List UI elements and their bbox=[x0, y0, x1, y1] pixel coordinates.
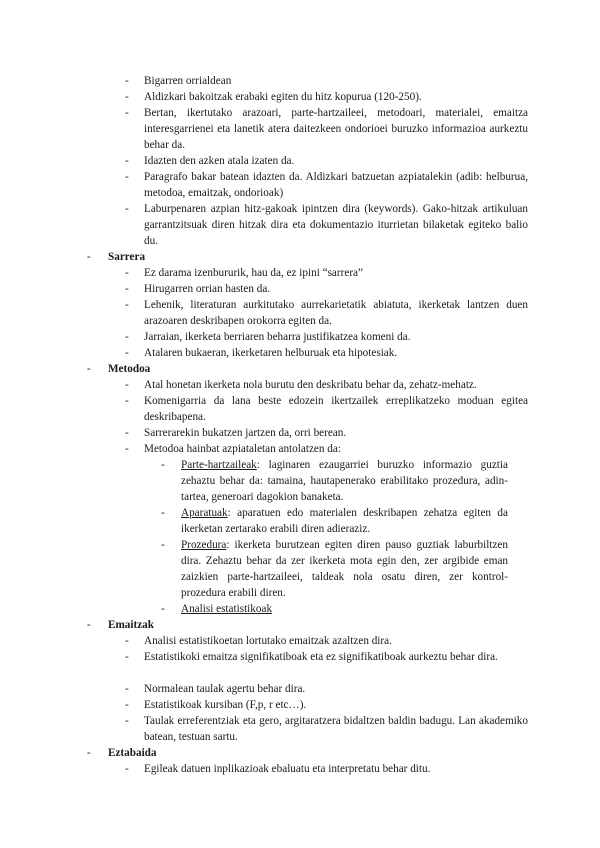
list-item-text: Taulak erreferentziak eta gero, argitaratzera bidaltzen baldin badugu. Lan akademiko batean, testuan sartu. bbox=[144, 715, 528, 743]
bullet-dash: - bbox=[87, 747, 91, 759]
list-item-text: Idazten den azken atala izaten da. bbox=[144, 155, 295, 167]
subsection-description: : aparatuen edo materialen deskribapen zehatza egiten da ikerketan zertarako erabili diren adieraziz. bbox=[181, 507, 508, 535]
bullet-dash: - bbox=[125, 715, 129, 727]
subsection-description: : ikerketa burutzean egiten diren pauso guztiak laburbiltzen dira. Zehaztu behar da zer ikerketa mota egin den, zer argibide eman zaizkien parte-hartzaileei, taldeak nola osatu diren, zer kontrol-prozedura erabili diren. bbox=[181, 539, 508, 599]
bullet-dash: - bbox=[125, 763, 129, 775]
bullet-dash: - bbox=[87, 619, 91, 631]
bullet-dash: - bbox=[125, 427, 129, 439]
list-item-text: Analisi estatistikoetan lortutako emaitzak azaltzen dira. bbox=[144, 635, 392, 647]
section-title: Eztabaida bbox=[108, 747, 157, 759]
section-title: Metodoa bbox=[108, 363, 151, 375]
bullet-dash: - bbox=[125, 683, 129, 695]
subsection-term: Aparatuak bbox=[181, 507, 228, 519]
list-item-text: Aldizkari bakoitzak erabaki egiten du hitz kopurua (120-250). bbox=[144, 91, 422, 103]
bullet-dash: - bbox=[87, 251, 91, 263]
sub-list-item-text bbox=[181, 537, 508, 601]
list-item-text: Bigarren orrialdean bbox=[144, 75, 232, 87]
sub-list-item-text bbox=[181, 601, 508, 617]
bullet-dash: - bbox=[125, 203, 129, 215]
sub-list-item-text bbox=[181, 457, 508, 505]
list-item-text: Metodoa hainbat azpiataletan antolatzen da: bbox=[144, 443, 341, 455]
bullet-dash: - bbox=[125, 347, 129, 359]
bullet-dash: - bbox=[125, 91, 129, 103]
list-item-text: Estatistikoak kursiban (F,p, r etc…). bbox=[144, 699, 307, 711]
subsection-term: Analisi estatistikoak bbox=[181, 603, 273, 615]
subsection-term: Prozedura bbox=[181, 539, 227, 551]
list-item-text: Normalean taulak agertu behar dira. bbox=[144, 683, 306, 695]
bullet-dash: - bbox=[125, 283, 129, 295]
sub-list-item-text bbox=[181, 505, 508, 537]
bullet-dash: - bbox=[161, 507, 165, 519]
list-item-text: Atalaren bukaeran, ikerketaren helburuak eta hipotesiak. bbox=[144, 347, 398, 359]
list-item-text: Sarrerarekin bukatzen jartzen da, orri berean. bbox=[144, 427, 347, 439]
section-title: Sarrera bbox=[108, 251, 146, 263]
bullet-dash: - bbox=[125, 651, 129, 663]
bullet-dash: - bbox=[125, 107, 129, 119]
bullet-dash: - bbox=[161, 459, 165, 471]
bullet-dash: - bbox=[125, 635, 129, 647]
bullet-dash: - bbox=[161, 539, 165, 551]
list-item-text: Estatistikoki emaitza signifikatiboak eta ez signifikatiboak aurkeztu behar dira. bbox=[144, 651, 498, 663]
bullet-dash: - bbox=[125, 155, 129, 167]
list-item-text: Laburpenaren azpian hitz-gakoak ipintzen dira (keywords). Gako-hitzak artikuluan garrantzitsuak diren hitzak dira eta dokumentazio iturrietan bilaketak egiteko balio du. bbox=[144, 203, 528, 247]
bullet-dash: - bbox=[125, 171, 129, 183]
list-item-text: Atal honetan ikerketa nola burutu den deskribatu behar da, zehatz-mehatz. bbox=[144, 379, 477, 391]
subsection-description: : laginaren ezaugarriei buruzko informazio guztia zehaztu behar da: tamaina, hautapenerako erabilitako prozedura, adin-tartea, generoari dagokion banaketa. bbox=[181, 459, 508, 503]
subsection-term: Parte-hartzaileak bbox=[181, 459, 257, 471]
list-item-text: Paragrafo bakar batean idazten da. Aldizkari batzuetan azpiatalekin (adib: helburua, metodoa, emaitzak, ondorioak) bbox=[144, 171, 528, 199]
bullet-dash: - bbox=[161, 603, 165, 615]
list-item-text: Komenigarria da lana beste edozein ikertzailek erreplikatzeko moduan egitea deskribapena. bbox=[144, 395, 528, 423]
list-item-text: Bertan, ikertutako arazoari, parte-hartzaileei, metodoari, materialei, emaitza interesgarrienei eta lanetik atera daitezkeen ondorioei buruzko informazioa aurkeztu behar da. bbox=[144, 107, 528, 151]
list-item-text: Lehenik, literaturan aurkitutako aurrekarietatik abiatuta, ikerketak lantzen duen arazoaren deskribapen orokorra egiten da. bbox=[144, 299, 528, 327]
bullet-dash: - bbox=[125, 267, 129, 279]
list-item-text: Jarraian, ikerketa berriaren beharra justifikatzea komeni da. bbox=[144, 331, 411, 343]
bullet-dash: - bbox=[125, 299, 129, 311]
section-title: Emaitzak bbox=[108, 619, 154, 631]
bullet-dash: - bbox=[87, 363, 91, 375]
bullet-dash: - bbox=[125, 331, 129, 343]
bullet-dash: - bbox=[125, 699, 129, 711]
list-item-text: Hirugarren orrian hasten da. bbox=[144, 283, 271, 295]
list-item-text: Egileak datuen inplikazioak ebaluatu eta interpretatu behar ditu. bbox=[144, 763, 431, 775]
bullet-dash: - bbox=[125, 75, 129, 87]
bullet-dash: - bbox=[125, 443, 129, 455]
list-item-text: Ez darama izenbururik, hau da, ez ipini “sarrera” bbox=[144, 267, 363, 279]
bullet-dash: - bbox=[125, 379, 129, 391]
bullet-dash: - bbox=[125, 395, 129, 407]
